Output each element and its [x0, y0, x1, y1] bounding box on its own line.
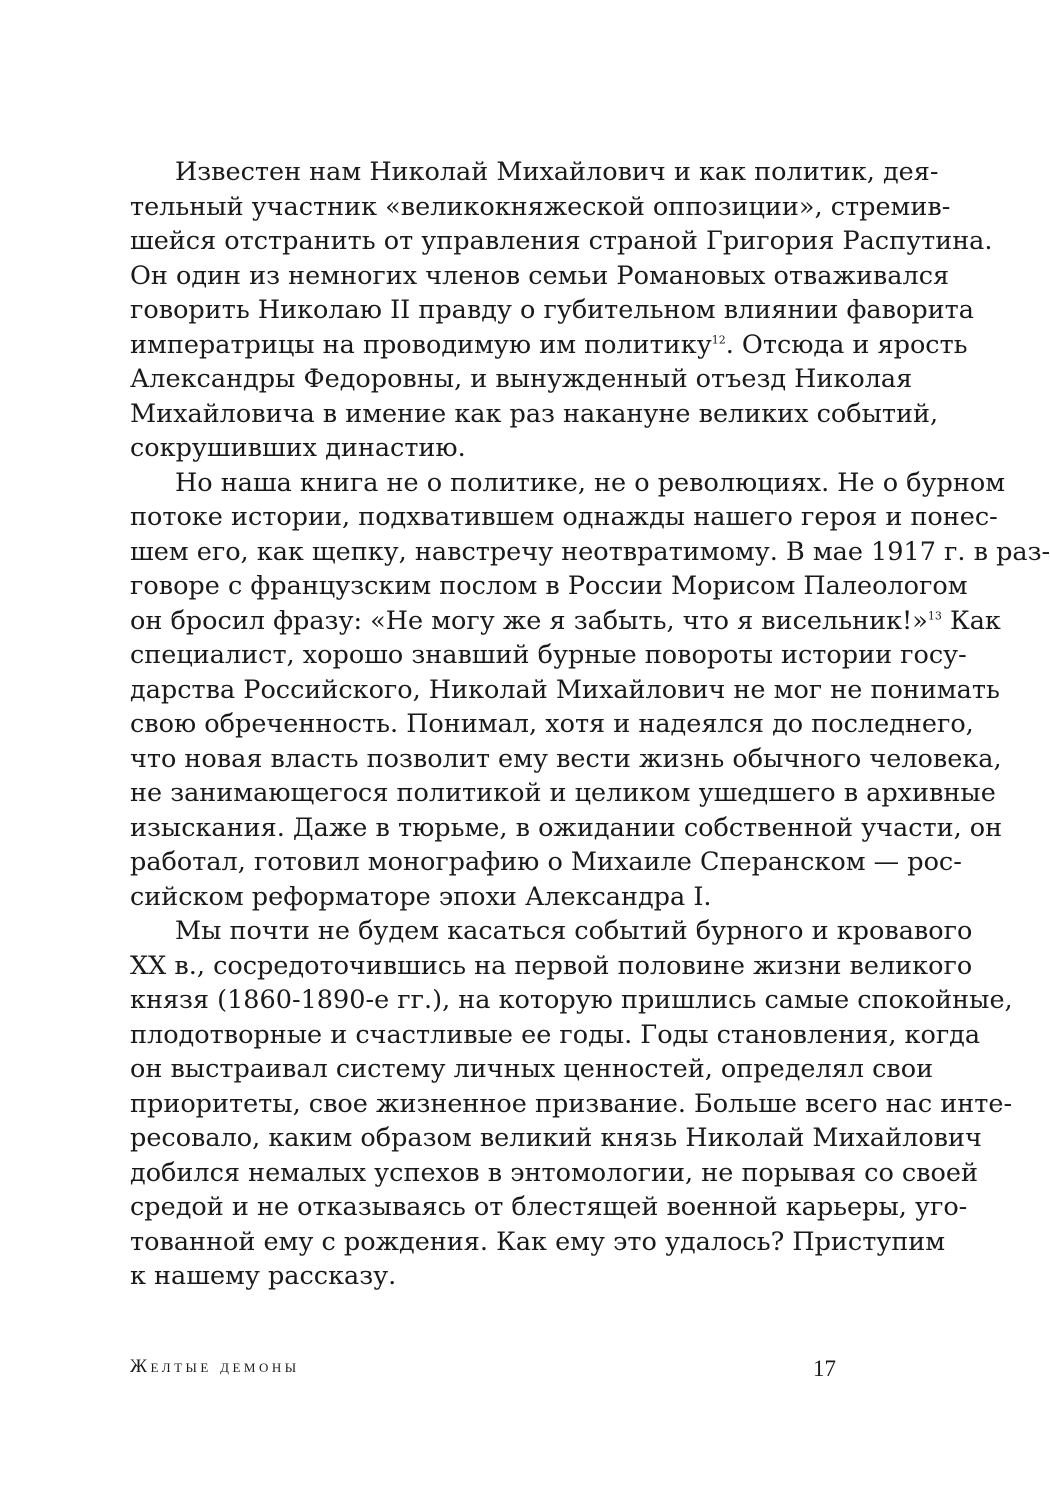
text-line: говорить Николаю II правду о губительном влиянии фаворита	[130, 295, 974, 325]
text-line: свою обреченность. Понимал, хотя и надеялся до последнего,	[130, 709, 974, 739]
text-line	[130, 328, 968, 363]
text-line: Мы почти не будем касаться событий бурного и кровавого	[175, 916, 973, 946]
text-line: что новая власть позволит ему вести жизнь обычного человека,	[130, 743, 1002, 774]
text-line: добился немалых успехов в энтомологии, не порывая со своей	[130, 1157, 978, 1188]
text-line: плодотворные и счастливые ее годы. Годы становления, когда	[130, 1019, 981, 1050]
text-line: XX в., сосредоточившись на первой половине жизни великого	[130, 950, 973, 981]
text-line: Но наша книга не о политике, не о революциях. Не о бурном	[175, 467, 1006, 498]
text-line-segment: . Отсюда и ярость	[725, 329, 968, 360]
text-line: Михайловича в имение как раз накануне великих событий,	[130, 398, 939, 429]
text-line: тованной ему с рождения. Как ему это удалось? Приступим	[130, 1226, 946, 1257]
body-text	[130, 155, 1050, 1294]
text-line-segment: императрицы на проводимую им политику	[130, 329, 712, 360]
text-line: потоке истории, подхватившем однажды нашего героя и понес-	[130, 502, 998, 532]
text-line: князя (1860-1890-е гг.), на которую пришлись самые спокойные,	[130, 985, 1013, 1015]
text-line: шейся отстранить от управления страной Григория Распутина.	[130, 226, 993, 256]
text-line: к нашему рассказу.	[130, 1261, 397, 1291]
text-line: работал, готовил монографию о Михаиле Сперанском — рос-	[130, 847, 962, 877]
text-line: сийском реформаторе эпохи Александра I.	[130, 881, 712, 912]
text-line: специалист, хорошо знавший бурные повороты истории госу-	[130, 640, 967, 670]
text-line-segment: он бросил фразу: «Не могу же я забыть, что я висельник!»	[130, 605, 928, 636]
text-line: не занимающегося политикой и целиком ушедшего в архивные	[130, 778, 996, 808]
text-line: он выстраивал систему личных ценностей, определял свои	[130, 1054, 934, 1084]
text-line: говоре с французским послом в России Морисом Палеологом	[130, 571, 968, 601]
text-line: Александры Федоровны, и вынужденный отъезд Николая	[130, 364, 913, 394]
text-line: сокрушивших династию.	[130, 433, 466, 463]
running-head: Желтые демоны	[130, 1356, 300, 1377]
text-line: изыскания. Даже в тюрьме, в ожидании собственной участи, он	[130, 812, 1003, 843]
text-line: средой и не отказываясь от блестящей военной карьеры, уго-	[130, 1192, 968, 1222]
footnote-reference[interactable]: 13	[927, 609, 942, 622]
text-line: дарства Российского, Николай Михайлович не мог не понимать	[130, 674, 1000, 705]
text-line: Он один из немногих членов семьи Романовых отваживался	[130, 260, 950, 291]
text-line: приоритеты, свое жизненное призвание. Больше всего нас инте-	[130, 1088, 1013, 1119]
text-line: шем его, как щепку, навстречу неотвратимому. В мае 1917 г. в раз-	[130, 536, 1050, 567]
text-line	[130, 604, 1001, 639]
text-line: Известен нам Николай Михайлович и как политик, дея-	[175, 157, 939, 187]
text-line: ресовало, каким образом великий князь Николай Михайлович	[130, 1123, 982, 1153]
text-line: тельный участник «великокняжеской оппозиции», стремив-	[130, 191, 951, 222]
text-line-segment: Как	[941, 605, 1001, 636]
page-footer	[130, 1356, 836, 1386]
page-number: 17	[813, 1356, 836, 1381]
footnote-reference[interactable]: 12	[711, 333, 726, 346]
